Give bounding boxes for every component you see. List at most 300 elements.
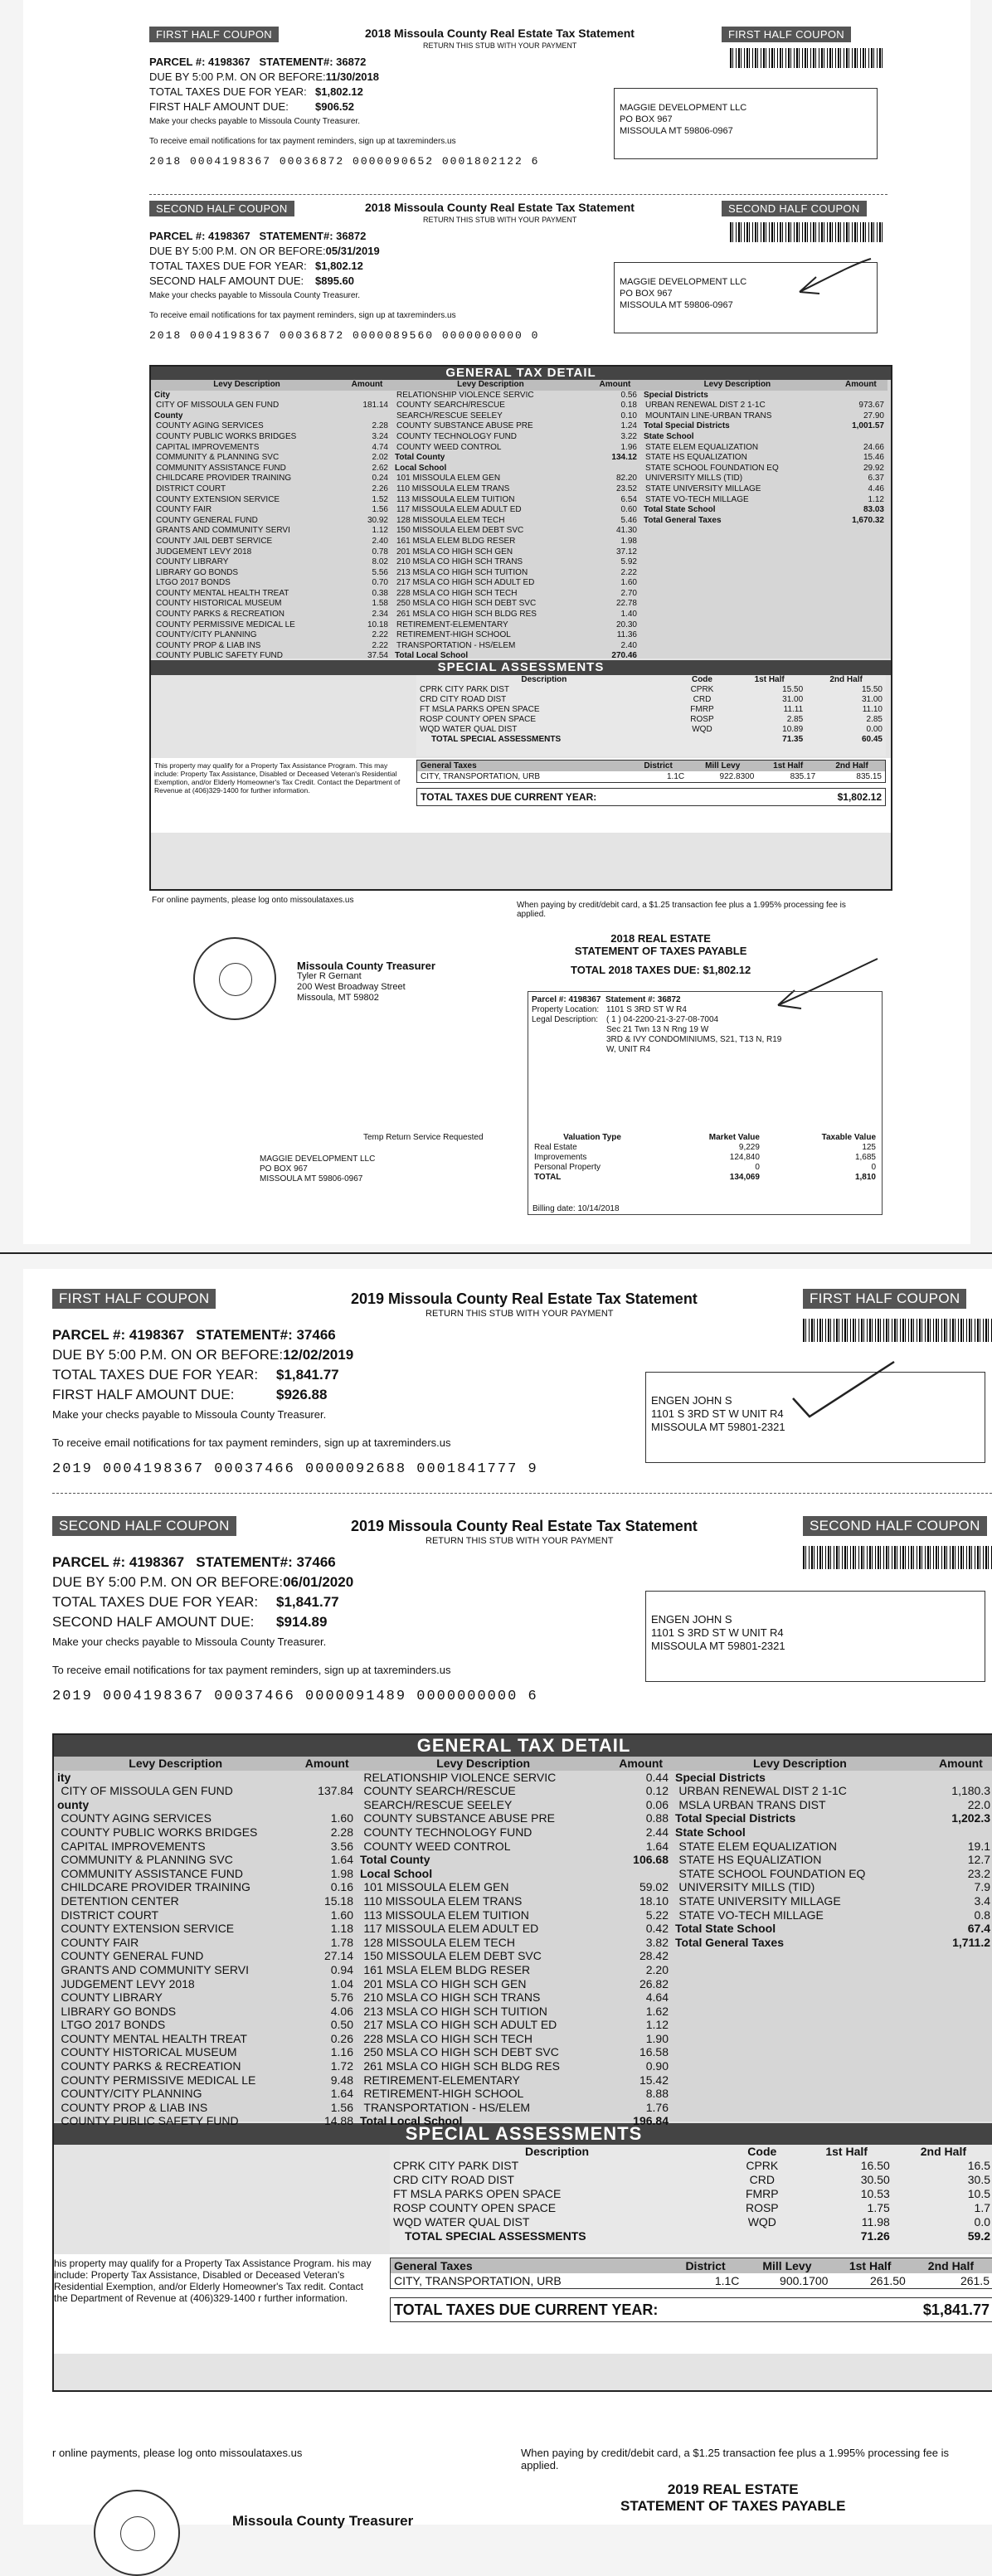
levy-description: Total General Taxes: [644, 515, 722, 525]
levy-description: COUNTY PROP & LIAB INS: [61, 2100, 208, 2114]
table-row: [357, 1853, 672, 1867]
levy-description: COUNTY FAIR: [61, 1935, 139, 1949]
levy-description: COUNTY PARKS & RECREATION: [61, 2059, 241, 2073]
levy-description: COUNTY AGING SERVICES: [156, 421, 264, 431]
first-half-coupon-2019: [52, 1289, 992, 1496]
levy-description: Total State School: [675, 1922, 776, 1936]
cell: CRD CITY ROAD DIST: [393, 2173, 514, 2186]
table-row: [54, 2045, 357, 2059]
levy-description: STATE ELEM EQUALIZATION: [645, 442, 759, 452]
levy-amount: 196.84: [633, 2114, 669, 2128]
levy-amount: 1.64: [645, 1839, 669, 1853]
levy-amount: 2.34: [372, 610, 388, 620]
table-row: [357, 2045, 672, 2059]
levy-amount: 2.28: [372, 421, 388, 431]
address-line: MISSOULA MT 59806-0967: [620, 126, 733, 136]
table-row: [531, 1153, 879, 1163]
ocr-line: 2018 0004198367 00036872 0000090652 0001802122 6: [149, 155, 540, 168]
treasurer-name: Missoula County Treasurer: [297, 960, 435, 972]
table-row: [54, 1990, 357, 2005]
col-header: District: [669, 2258, 743, 2274]
general-tax-detail-2019: [52, 1733, 992, 2392]
location-label: Property Location:: [532, 1005, 600, 1014]
levy-description: STATE HS EQUALIZATION: [645, 453, 747, 463]
levy-table: [357, 1757, 672, 2128]
table-row: [672, 1936, 992, 1950]
cell: WQD WATER QUAL DIST: [393, 2215, 530, 2228]
table-row: [357, 2059, 672, 2073]
levy-amount: 2.22: [372, 630, 388, 640]
total-label: TOTAL SPECIAL ASSESSMENTS: [431, 735, 562, 744]
treasurer-line: Tyler R Gernant: [297, 971, 362, 981]
levy-description: COUNTY PUBLIC SAFETY FUND: [156, 651, 283, 661]
levy-description: 213 MSLA CO HIGH SCH TUITION: [396, 567, 528, 577]
col-header: Valuation Type: [563, 1133, 621, 1142]
levy-description: COUNTY LIBRARY: [156, 557, 229, 567]
levy-description: Total State School: [644, 505, 716, 515]
barcode: [803, 1546, 992, 1569]
levy-description: URBAN RENEWAL DIST 2 1-1C: [645, 401, 766, 411]
levy-description: Total Special Districts: [644, 421, 730, 431]
table-row: [416, 695, 886, 705]
table-row: [151, 391, 391, 401]
levy-description: COUNTY PROP & LIAB INS: [156, 640, 261, 650]
levy-amount: 1.98: [330, 1866, 353, 1880]
col-header: Levy Description: [357, 1757, 610, 1771]
levy-amount: 22.0: [967, 1797, 990, 1811]
table-row: [672, 1811, 992, 1825]
table-row: [357, 1880, 672, 1894]
levy-amount: 20.30: [615, 620, 637, 629]
levy-amount: 2.20: [645, 1962, 669, 1976]
levy-description: COUNTY PUBLIC WORKS BRIDGES: [156, 431, 297, 441]
checks-note: Make your checks payable to Missoula County Treasurer.: [52, 1408, 327, 1421]
county-seal-icon: [94, 2490, 180, 2576]
total-label: TOTAL TAXES DUE FOR YEAR:: [52, 1367, 259, 1383]
levy-description: COUNTY LIBRARY: [61, 1990, 163, 2005]
levy-amount: 2.40: [620, 640, 637, 650]
half-amount: $895.60: [315, 275, 354, 287]
levy-amount: 1.16: [330, 2045, 353, 2059]
total-label: TOTAL TAXES DUE FOR YEAR:: [149, 260, 307, 272]
table-row: [640, 505, 887, 516]
cell: WQD WATER QUAL DIST: [420, 725, 518, 734]
levy-amount: 24.66: [863, 442, 884, 452]
address-line: MAGGIE DEVELOPMENT LLC: [260, 1154, 376, 1164]
col-header: 1st Half: [825, 2145, 868, 2158]
statement-payable-title: [620, 2481, 845, 2515]
table-row: [357, 2018, 672, 2032]
table-row: [391, 537, 640, 547]
legal-line: W, UNIT R4: [606, 1045, 651, 1054]
levy-description: COUNTY HISTORICAL MUSEUM: [61, 2045, 237, 2059]
total-label: TOTAL SPECIAL ASSESSMENTS: [405, 2229, 586, 2243]
levy-amount: [928, 1825, 992, 1840]
cell: 261.50: [870, 2274, 906, 2287]
levy-amount: [834, 391, 887, 401]
table-row: [391, 620, 640, 631]
cell: 900.1700: [780, 2274, 829, 2287]
levy-description: COUNTY PARKS & RECREATION: [156, 610, 285, 620]
total-label: TOTAL TAXES DUE FOR YEAR:: [52, 1594, 259, 1610]
cell: CPRK: [746, 2159, 779, 2172]
first-half-coupon-2018: [149, 27, 887, 192]
col-header: General Taxes: [391, 2258, 669, 2274]
levy-amount: 6.37: [868, 474, 884, 484]
table-row: [151, 411, 391, 422]
levy-description: Total County: [360, 1853, 430, 1867]
levy-table: [391, 380, 640, 662]
table-row: [151, 537, 391, 547]
table-row: [151, 495, 391, 506]
levy-description: LTGO 2017 BONDS: [61, 2018, 166, 2032]
col-header: 2nd Half: [819, 761, 885, 772]
levy-description: COUNTY PUBLIC WORKS BRIDGES: [61, 1825, 258, 1839]
levy-description: Total Local School: [360, 2114, 463, 2128]
table-row: [151, 421, 391, 432]
due-label: DUE BY 5:00 P.M. ON OR BEFORE:: [52, 1347, 284, 1363]
statement-title: 2019 Missoula County Real Estate Tax Statement: [351, 1518, 698, 1534]
cell: 60.45: [861, 735, 883, 744]
title-line: STATEMENT OF TAXES PAYABLE: [620, 2498, 846, 2514]
table-row: [357, 1963, 672, 1977]
levy-description: COUNTY SUBSTANCE ABUSE PRE: [363, 1811, 555, 1825]
cut-line: [52, 1493, 992, 1494]
barcode: [730, 48, 883, 68]
due-date: 05/31/2019: [325, 245, 380, 257]
half-amount: $926.88: [276, 1387, 328, 1402]
levy-table: [54, 1757, 357, 2128]
levy-amount: 41.30: [615, 526, 637, 536]
table-row: [54, 1867, 357, 1881]
table-row: [357, 2005, 672, 2019]
levy-amount: 1.62: [645, 2004, 669, 2018]
levy-amount: 0.60: [620, 505, 637, 515]
table-row: [640, 453, 887, 464]
levy-amount: 1.24: [620, 421, 637, 431]
table-row: [357, 1798, 672, 1812]
cell: 1.1C: [667, 772, 685, 781]
table-row: [54, 1963, 357, 1977]
levy-description: 228 MSLA CO HIGH SCH TECH: [363, 2031, 532, 2045]
levy-description: COUNTY GENERAL FUND: [156, 515, 258, 525]
levy-description: UNIVERSITY MILLS (TID): [678, 1880, 815, 1894]
levy-description: STATE UNIVERSITY MILLAGE: [678, 1893, 841, 1908]
table-row: [672, 1880, 992, 1894]
mailing-address: [614, 88, 878, 159]
levy-amount: 15.18: [323, 1893, 353, 1908]
levy-amount: 5.92: [620, 557, 637, 567]
total-label: TOTAL TAXES DUE FOR YEAR:: [149, 85, 307, 98]
general-tax-detail-2018: [149, 365, 892, 891]
levy-description: LTGO 2017 BONDS: [156, 578, 231, 588]
title-line: 2019 REAL ESTATE: [667, 2481, 799, 2497]
table-row: [54, 1853, 357, 1867]
levy-amount: 16.58: [639, 2045, 669, 2059]
levy-description: 161 MSLA ELEM BLDG RESER: [363, 1962, 531, 1976]
levy-description: STATE VO-TECH MILLAGE: [645, 494, 749, 504]
levy-amount: 3.82: [645, 1935, 669, 1949]
table-row: [391, 443, 640, 454]
email-note: To receive email notifications for tax payment reminders, sign up at taxreminders.us: [52, 1436, 451, 1449]
levy-amount: 8.02: [372, 557, 388, 567]
tax-statement-2019: [23, 1269, 992, 2529]
table-row: [151, 568, 391, 579]
levy-description: COUNTY WEED CONTROL: [363, 1839, 511, 1853]
levy-amount: 10.18: [367, 620, 388, 629]
table-row: [54, 1936, 357, 1950]
col-header: Description: [525, 2145, 590, 2158]
levy-description: RELATIONSHIP VIOLENCE SERVIC: [396, 390, 534, 400]
coupon-tab-right: FIRST HALF COUPON: [722, 27, 851, 42]
levy-description: County: [154, 411, 183, 420]
levy-description: COUNTY/CITY PLANNING: [156, 630, 257, 640]
table-row: [416, 705, 886, 715]
cell: 15.50: [861, 685, 883, 694]
table-row: [357, 1867, 672, 1881]
levy-description: CHILDCARE PROVIDER TRAINING: [156, 474, 292, 484]
levy-table: [672, 1757, 992, 1949]
checks-note: Make your checks payable to Missoula County Treasurer.: [52, 1636, 327, 1648]
table-row: [357, 1908, 672, 1922]
table-row: [640, 432, 887, 443]
half-amount: $914.89: [276, 1614, 328, 1630]
cell: CRD CITY ROAD DIST: [420, 695, 507, 704]
address-line: 1101 S 3RD ST W UNIT R4: [651, 1407, 784, 1420]
table-row: [357, 1990, 672, 2005]
levy-description: COUNTY TECHNOLOGY FUND: [396, 431, 518, 441]
table-row: [391, 495, 640, 506]
levy-amount: 1.60: [330, 1811, 353, 1825]
table-row: [390, 2187, 992, 2201]
levy-description: CAPITAL IMPROVEMENTS: [156, 442, 260, 452]
levy-description: 261 MSLA CO HIGH SCH BLDG RES: [363, 2059, 560, 2073]
col-header: Amount: [928, 1757, 992, 1771]
levy-description: 117 MISSOULA ELEM ADULT ED: [363, 1922, 539, 1936]
table-row: [391, 526, 640, 537]
table-row: [640, 516, 887, 527]
table-row: [531, 1173, 879, 1183]
address-line: PO BOX 967: [620, 114, 673, 124]
table-row: [391, 589, 640, 600]
levy-amount: 0.06: [645, 1797, 669, 1811]
levy-amount: [834, 432, 887, 443]
levy-amount: 15.42: [639, 2073, 669, 2087]
levy-amount: 82.20: [615, 474, 637, 484]
cell: 0.0: [974, 2215, 990, 2228]
levy-amount: 3.24: [372, 431, 388, 441]
cell: 15.50: [782, 685, 804, 694]
levy-description: Local School: [360, 1866, 433, 1880]
table-row: [391, 484, 640, 495]
levy-amount: 1.12: [868, 494, 884, 504]
half-amount: $906.52: [315, 100, 354, 113]
levy-description: RELATIONSHIP VIOLENCE SERVIC: [363, 1770, 557, 1784]
table-row: [357, 2114, 672, 2128]
levy-amount: 3.56: [330, 1839, 353, 1853]
cell: CPRK CITY PARK DIST: [393, 2159, 519, 2172]
levy-amount: 1.60: [330, 1908, 353, 1922]
levy-amount: 4.06: [330, 2004, 353, 2018]
levy-amount: 0.42: [645, 1922, 669, 1936]
col-header: 2nd Half: [829, 675, 863, 684]
table-row: [391, 610, 640, 620]
table-row: [151, 630, 391, 641]
legal-line: 3RD & IVY CONDOMINIUMS, S21, T13 N, R19: [606, 1035, 782, 1044]
levy-description: 110 MISSOULA ELEM TRANS: [363, 1893, 523, 1908]
table-row: [151, 443, 391, 454]
ocr-line: 2018 0004198367 00036872 0000089560 0000000000 0: [149, 329, 540, 342]
cell: ROSP: [690, 715, 714, 724]
levy-amount: 1.98: [620, 536, 637, 546]
valuation-table: [531, 1133, 879, 1183]
col-header: Levy Description: [640, 380, 834, 391]
table-row: [391, 432, 640, 443]
total-due-row: [390, 2297, 992, 2322]
col-header: Code: [691, 675, 712, 684]
levy-amount: 0.50: [330, 2018, 353, 2032]
col-header: Mill Levy: [688, 761, 757, 772]
statement-title: 2018 Missoula County Real Estate Tax Statement: [365, 27, 635, 40]
levy-amount: 2.62: [372, 463, 388, 473]
levy-description: RETIREMENT-HIGH SCHOOL: [396, 630, 511, 640]
table-row: [54, 1908, 357, 1922]
levy-amount: 22.78: [615, 599, 637, 609]
levy-amount: 5.22: [645, 1908, 669, 1922]
address-line: MISSOULA MT 59806-0967: [620, 300, 733, 310]
special-assessments-heading: SPECIAL ASSESSMENTS: [54, 2123, 992, 2145]
address-line: 1101 S 3RD ST W UNIT R4: [651, 1626, 784, 1639]
coupon-tab-right: SECOND HALF COUPON: [722, 201, 867, 216]
table-row: [531, 1163, 879, 1173]
table-row: [672, 1853, 992, 1867]
table-row: [357, 1894, 672, 1908]
levy-amount: 0.44: [645, 1770, 669, 1784]
levy-amount: 6.54: [620, 494, 637, 504]
levy-description: GRANTS AND COMMUNITY SERVI: [156, 526, 290, 536]
address-line: ENGEN JOHN S: [651, 1394, 732, 1407]
parcel-number: PARCEL #: 4198367: [149, 230, 250, 242]
levy-description: CAPITAL IMPROVEMENTS: [61, 1839, 206, 1853]
levy-amount: 134.12: [611, 453, 637, 463]
levy-description: ity: [57, 1770, 71, 1784]
coupon-tab-right: FIRST HALF COUPON: [803, 1289, 966, 1309]
levy-amount: 1.40: [620, 610, 637, 620]
levy-table: [151, 380, 391, 662]
levy-amount: 1.96: [620, 442, 637, 452]
legal-line: Sec 21 Twn 13 N Rng 19 W: [606, 1025, 709, 1034]
location-value: 1101 S 3RD ST W R4: [606, 1005, 687, 1014]
address-line: MISSOULA MT 59801-2321: [651, 1421, 785, 1433]
cut-line: [149, 194, 887, 195]
cell: 16.5: [967, 2159, 990, 2172]
parcel-number: PARCEL #: 4198367: [52, 1554, 185, 1570]
levy-description: Total County: [395, 453, 445, 463]
general-tax-heading: GENERAL TAX DETAIL: [54, 1735, 992, 1757]
levy-amount: 1,001.57: [852, 421, 884, 431]
cell: CPRK CITY PARK DIST: [420, 685, 509, 694]
barcode: [803, 1319, 992, 1342]
cell: 922.8300: [719, 772, 755, 781]
address-line: PO BOX 967: [620, 289, 673, 299]
levy-description: COUNTY PERMISSIVE MEDICAL LE: [156, 620, 295, 629]
levy-amount: 2.28: [330, 1825, 353, 1839]
table-row: [357, 1977, 672, 1991]
cell: 10.53: [860, 2187, 890, 2200]
levy-description: TRANSPORTATION - HS/ELEM: [396, 640, 516, 650]
table-row: [391, 505, 640, 516]
col-header: Levy Description: [54, 1757, 297, 1771]
levy-amount: 19.1: [967, 1839, 990, 1853]
legal-line: ( 1 ) 04-2200-21-3-27-08-7004: [606, 1015, 719, 1024]
table-row: [54, 1977, 357, 1991]
table-row: [151, 505, 391, 516]
levy-amount: 0.70: [372, 578, 388, 588]
address-line: PO BOX 967: [260, 1164, 308, 1174]
table-row: [391, 641, 640, 652]
address-line: MAGGIE DEVELOPMENT LLC: [620, 277, 747, 287]
levy-description: LIBRARY GO BONDS: [61, 2004, 177, 2018]
checks-note: Make your checks payable to Missoula County Treasurer.: [149, 291, 361, 300]
levy-amount: 1.04: [330, 1976, 353, 1990]
levy-amount: 2.22: [372, 640, 388, 650]
statement-number: STATEMENT#: 36872: [259, 56, 367, 68]
table-row: [357, 1840, 672, 1854]
card-fee-note: When paying by credit/debit card, a $1.25 transaction fee plus a 1.995% processing fee is applied.: [517, 901, 846, 919]
cell: 9,229: [738, 1143, 760, 1152]
levy-description: 201 MSLA CO HIGH SCH GEN: [396, 547, 513, 557]
levy-description: 150 MISSOULA ELEM DEBT SVC: [363, 1949, 542, 1963]
levy-description: STATE VO-TECH MILLAGE: [678, 1908, 824, 1922]
email-note: To receive email notifications for tax payment reminders, sign up at taxreminders.us: [149, 311, 456, 320]
statement-title: 2018 Missoula County Real Estate Tax Statement: [365, 201, 635, 214]
table-row: [357, 1825, 672, 1840]
levy-description: STATE SCHOOL FOUNDATION EQ: [678, 1866, 866, 1880]
levy-description: COUNTY MENTAL HEALTH TREAT: [156, 588, 289, 598]
total-2018-due: TOTAL 2018 TAXES DUE: $1,802.12: [571, 964, 751, 976]
levy-description: LIBRARY GO BONDS: [156, 567, 239, 577]
levy-description: COUNTY JAIL DEBT SERVICE: [156, 536, 273, 546]
levy-amount: 8.88: [645, 2087, 669, 2101]
levy-description: COUNTY MENTAL HEALTH TREAT: [61, 2031, 247, 2045]
levy-description: State School: [644, 431, 694, 441]
table-row: [151, 651, 391, 662]
col-header: Amount: [590, 380, 640, 391]
cell: 835.15: [856, 772, 882, 781]
table-row: [54, 1825, 357, 1840]
levy-description: STATE ELEM EQUALIZATION: [678, 1839, 837, 1853]
levy-description: 150 MISSOULA ELEM DEBT SVC: [396, 526, 524, 536]
levy-description: GRANTS AND COMMUNITY SERVI: [61, 1962, 250, 1976]
table-row: [672, 1825, 992, 1840]
levy-amount: 83.03: [863, 505, 884, 515]
table-row: [391, 630, 640, 641]
levy-amount: 0.78: [372, 547, 388, 557]
table-row: [391, 557, 640, 568]
table-row: [391, 453, 640, 464]
table-row: [672, 1840, 992, 1854]
levy-amount: 2.22: [620, 567, 637, 577]
levy-description: SEARCH/RESCUE SEELEY: [363, 1797, 513, 1811]
email-note: To receive email notifications for tax payment reminders, sign up at taxreminders.us: [52, 1664, 451, 1676]
levy-description: 113 MISSOULA ELEM TUITION: [363, 1908, 529, 1922]
table-row: [54, 2073, 357, 2088]
table-row: [54, 2018, 357, 2032]
address-line: ENGEN JOHN S: [651, 1613, 732, 1626]
table-row: [151, 516, 391, 527]
statement-sub: RETURN THIS STUB WITH YOUR PAYMENT: [425, 1309, 614, 1319]
table-row: [54, 1840, 357, 1854]
